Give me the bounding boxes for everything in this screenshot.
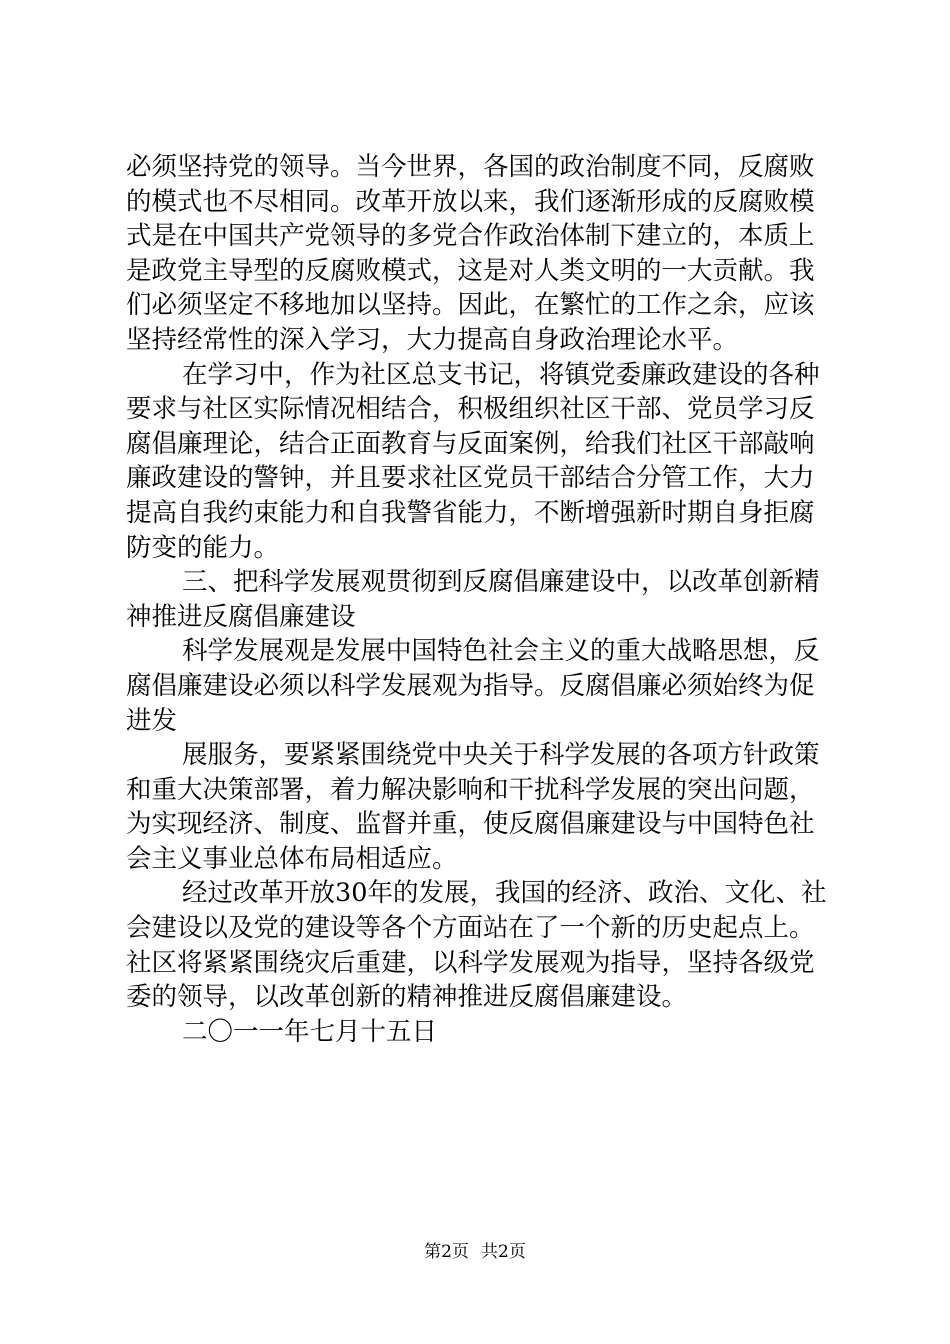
text-line: 防变的能力。 [126,532,280,563]
text-line: 进发 [126,705,178,736]
text-line: 三、把科学发展观贯彻到反腐倡廉建设中，以改革创新精 [182,567,820,598]
page-number: 第2页 [424,1242,469,1262]
text-line: 是政党主导型的反腐败模式，这是对人类文明的一大贡献。我 [126,255,815,286]
text-line: 经过改革开放30年的发展，我国的经济、政治、文化、社 [182,878,827,909]
text-line: 们必须坚定不移地加以坚持。因此，在繁忙的工作之余，应该 [126,290,815,321]
text-line: 科学发展观是发展中国特色社会主义的重大战略思想，反 [182,636,820,667]
text-line: 式是在中国共产党领导的多党合作政治体制下建立的，本质上 [126,221,815,252]
text-line: 社区将紧紧围绕灾后重建，以科学发展观为指导，坚持各级党 [126,947,815,978]
document-body [126,150,836,1049]
text-line: 腐倡廉理论，结合正面教育与反面案例，给我们社区干部敲响 [126,428,815,459]
text-line: 二〇一一年七月十五日 [182,1016,438,1047]
text-line: 为实现经济、制度、监督并重，使反腐倡廉建设与中国特色社 [126,809,815,840]
page-footer [0,1241,950,1263]
text-line: 必须坚持党的领导。当今世界，各国的政治制度不同，反腐败 [126,152,815,182]
text-line: 委的领导，以改革创新的精神推进反腐倡廉建设。 [126,982,688,1013]
text-line: 会建设以及党的建设等各个方面站在了一个新的历史起点上。 [126,913,815,944]
text-line: 的模式也不尽相同。改革开放以来，我们逐渐形成的反腐败模 [126,186,815,217]
text-line: 提高自我约束能力和自我警省能力，不断增强新时期自身拒腐 [126,497,815,528]
text-line: 腐倡廉建设必须以科学发展观为指导。反腐倡廉必须始终为促 [126,670,815,701]
text-line: 和重大决策部署，着力解决影响和干扰科学发展的突出问题， [126,774,815,805]
text-line: 廉政建设的警钟，并且要求社区党员干部结合分管工作，大力 [126,463,815,494]
text-line: 神推进反腐倡廉建设 [126,601,356,632]
text-line: 在学习中，作为社区总支书记，将镇党委廉政建设的各种 [182,359,820,390]
text-line: 展服务，要紧紧围绕党中央关于科学发展的各项方针政策 [182,740,820,771]
text-line: 要求与社区实际情况相结合，积极组织社区干部、党员学习反 [126,394,815,425]
text-line: 会主义事业总体布局相适应。 [126,843,458,874]
page-total: 共2页 [481,1242,526,1262]
text-line: 坚持经常性的深入学习，大力提高自身政治理论水平。 [126,324,739,355]
